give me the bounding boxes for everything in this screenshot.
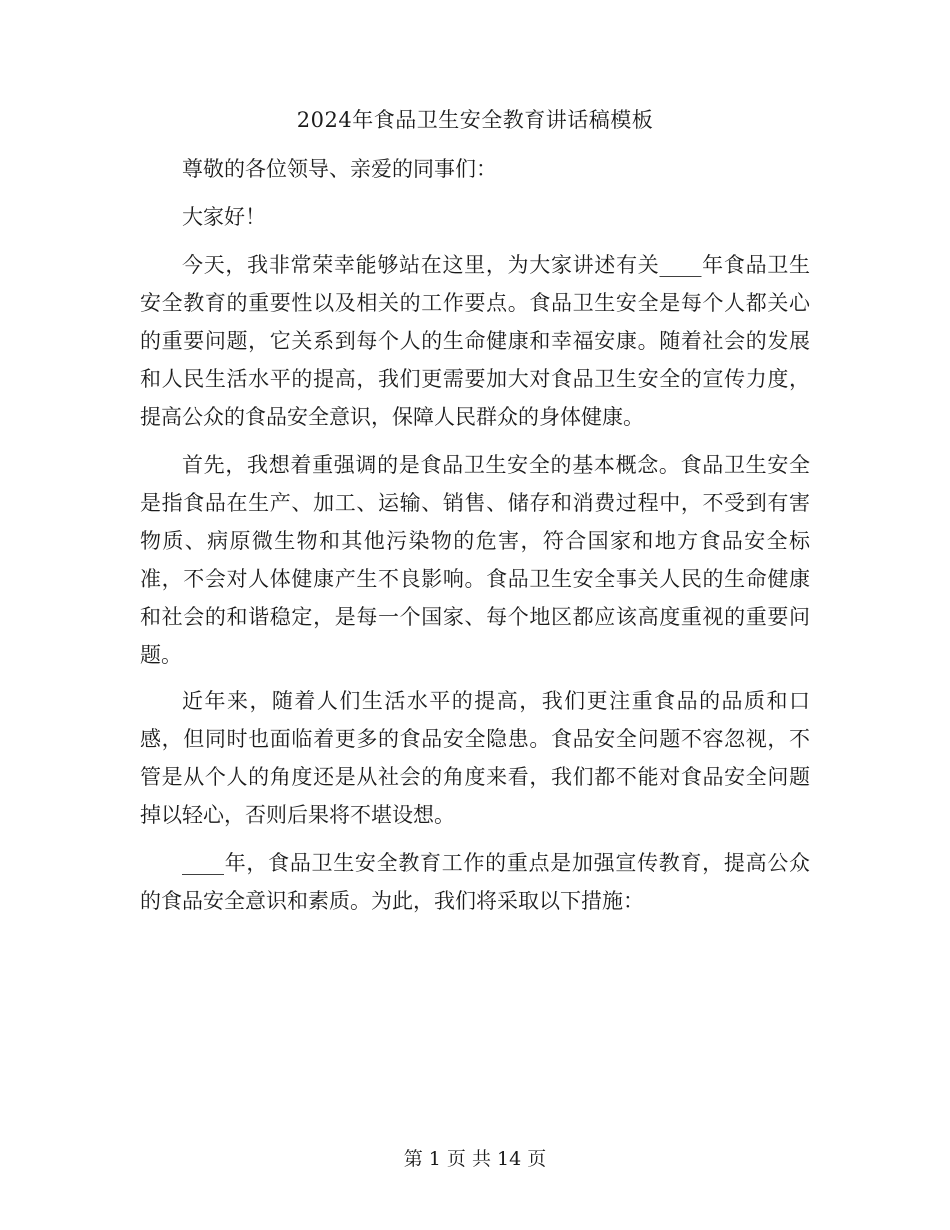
paragraph-introduction: 今天，我非常荣幸能够站在这里，为大家讲述有关____年食品卫生安全教育的重要性以及相关的工作要点。食品卫生安全是每个人都关心的重要问题，它关系到每个人的生命健康和幸福安康。随着社会的发展和人民生活水平的提高，我们更需要加大对食品卫生安全的宣传力度，提高公众的食品安全意识，保障人民群众的身体健康。 xyxy=(140,253,810,429)
page-number-footer: 第 1 页 共 14 页 xyxy=(403,1148,547,1170)
document-title: 2024年食品卫生安全教育讲话稿模板 xyxy=(296,108,654,132)
document-body xyxy=(140,150,810,930)
paragraph-greeting: 大家好！ xyxy=(182,205,266,229)
paragraph-salutation: 尊敬的各位领导、亲爱的同事们： xyxy=(182,157,497,181)
paragraph-measures: ____年，食品卫生安全教育工作的重点是加强宣传教育，提高公众的食品安全意识和素质。为此，我们将采取以下措施： xyxy=(140,851,810,913)
paragraph-basic-concept: 首先，我想着重强调的是食品卫生安全的基本概念。食品卫生安全是指食品在生产、加工、运输、销售、储存和消费过程中，不受到有害物质、病原微生物和其他污染物的危害，符合国家和地方食品安全标准，不会对人体健康产生不良影响。食品卫生安全事关人民的生命健康和社会的和谐稳定，是每一个国家、每个地区都应该高度重视的重要问题。 xyxy=(140,453,810,667)
paragraph-recent-years: 近年来，随着人们生活水平的提高，我们更注重食品的品质和口感，但同时也面临着更多的食品安全隐患。食品安全问题不容忽视，不管是从个人的角度还是从社会的角度来看，我们都不能对食品安全问题掉以轻心，否则后果将不堪设想。 xyxy=(140,689,810,827)
